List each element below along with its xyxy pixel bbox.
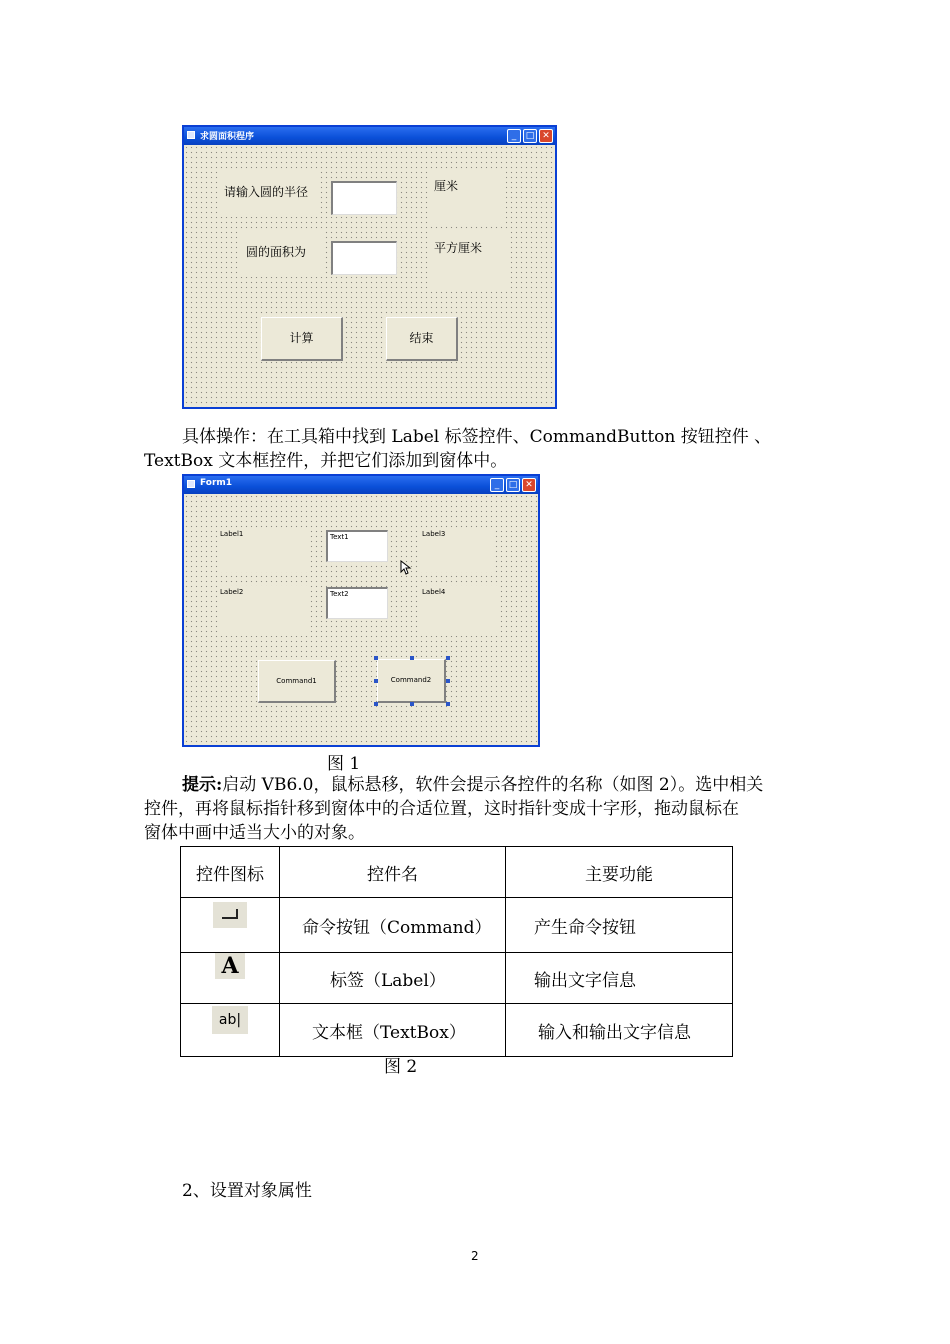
selection-handle[interactable] (410, 702, 414, 706)
label3[interactable]: Label3 (420, 528, 494, 572)
table-row (181, 953, 733, 1004)
header-function: 主要功能 (506, 847, 733, 898)
selection-handle[interactable] (446, 679, 450, 683)
form1-window (182, 474, 540, 747)
calculate-button[interactable]: 计算 (261, 317, 343, 361)
selection-handle[interactable] (374, 679, 378, 683)
command-button-icon (213, 902, 247, 928)
app-icon (187, 131, 195, 139)
function-cell: 输出文字信息 (506, 953, 733, 1004)
label2[interactable]: Label2 (218, 586, 308, 636)
tip-text-1: 启动 VB6.0，鼠标悬移，软件会提示各控件的名称（如图 2）。选中相关 (222, 775, 764, 795)
header-name: 控件名 (280, 847, 506, 898)
controls-table (180, 846, 733, 1057)
function-cell: 输入和输出文字信息 (506, 1004, 733, 1057)
name-cell: 命令按钮（Command） (280, 898, 506, 953)
selection-handle[interactable] (446, 656, 450, 660)
maximize-icon[interactable]: □ (523, 129, 537, 143)
window2-title: Form1 (200, 478, 233, 488)
selection-handle[interactable] (374, 702, 378, 706)
page-number: 2 (471, 1249, 479, 1263)
unit-cm-label: 厘米 (430, 169, 506, 225)
label1[interactable]: Label1 (218, 528, 308, 572)
minimize-icon[interactable]: _ (490, 478, 504, 492)
label-icon: A (215, 953, 245, 979)
window1-titlebar[interactable] (184, 127, 555, 145)
window2-form-area (184, 494, 538, 745)
operation-line-2: TextBox 文本框控件，并把它们添加到窗体中。 (144, 451, 508, 471)
unit-sqcm-label: 平方厘米 (430, 231, 510, 289)
close-icon[interactable]: ✕ (539, 129, 553, 143)
textbox-icon: ab| (212, 1006, 248, 1034)
label4[interactable]: Label4 (420, 586, 498, 636)
text2[interactable]: Text2 (326, 587, 388, 619)
mouse-pointer-icon (400, 560, 412, 576)
figure-1-caption: 图 1 (327, 754, 361, 774)
selection-handle[interactable] (446, 702, 450, 706)
function-cell: 产生命令按钮 (506, 898, 733, 953)
window1-form-area (184, 145, 555, 407)
header-icon: 控件图标 (181, 847, 280, 898)
icon-cell (181, 898, 280, 953)
table-row (181, 1004, 733, 1057)
icon-cell (181, 1004, 280, 1057)
name-cell: 标签（Label） (280, 953, 506, 1004)
table-header-row (181, 847, 733, 898)
radius-input[interactable] (331, 181, 397, 215)
minimize-icon[interactable]: _ (507, 129, 521, 143)
figure-2-caption: 图 2 (384, 1057, 418, 1077)
radius-label: 请输入圆的半径 (220, 169, 320, 217)
command1-button[interactable]: Command1 (258, 660, 336, 703)
window2-titlebar[interactable] (184, 476, 538, 494)
close-icon[interactable]: ✕ (522, 478, 536, 492)
area-program-window (182, 125, 557, 409)
tip-line-1 (182, 773, 872, 797)
table-row (181, 898, 733, 953)
area-output[interactable] (331, 241, 397, 275)
app-icon (187, 480, 195, 488)
tip-line-2: 控件，再将鼠标指针移到窗体中的合适位置，这时指针变成十字形，拖动鼠标在 (144, 799, 739, 819)
selection-handle[interactable] (374, 656, 378, 660)
command2-button[interactable]: Command2 (377, 659, 446, 703)
operation-line-1: 具体操作：在工具箱中找到 Label 标签控件、CommandButton 按钮控件 、 (182, 427, 772, 447)
selection-handle[interactable] (410, 656, 414, 660)
section-heading: 2、设置对象属性 (182, 1181, 312, 1201)
end-button[interactable]: 结束 (386, 317, 458, 361)
name-cell: 文本框（TextBox） (280, 1004, 506, 1057)
text1[interactable]: Text1 (326, 530, 388, 562)
icon-cell (181, 953, 280, 1004)
tip-line-3: 窗体中画中适当大小的对象。 (144, 823, 365, 843)
window1-title: 求圆面积程序 (200, 132, 255, 142)
area-label: 圆的面积为 (240, 229, 324, 277)
tip-bold-label: 提示: (182, 775, 223, 795)
maximize-icon[interactable]: □ (506, 478, 520, 492)
